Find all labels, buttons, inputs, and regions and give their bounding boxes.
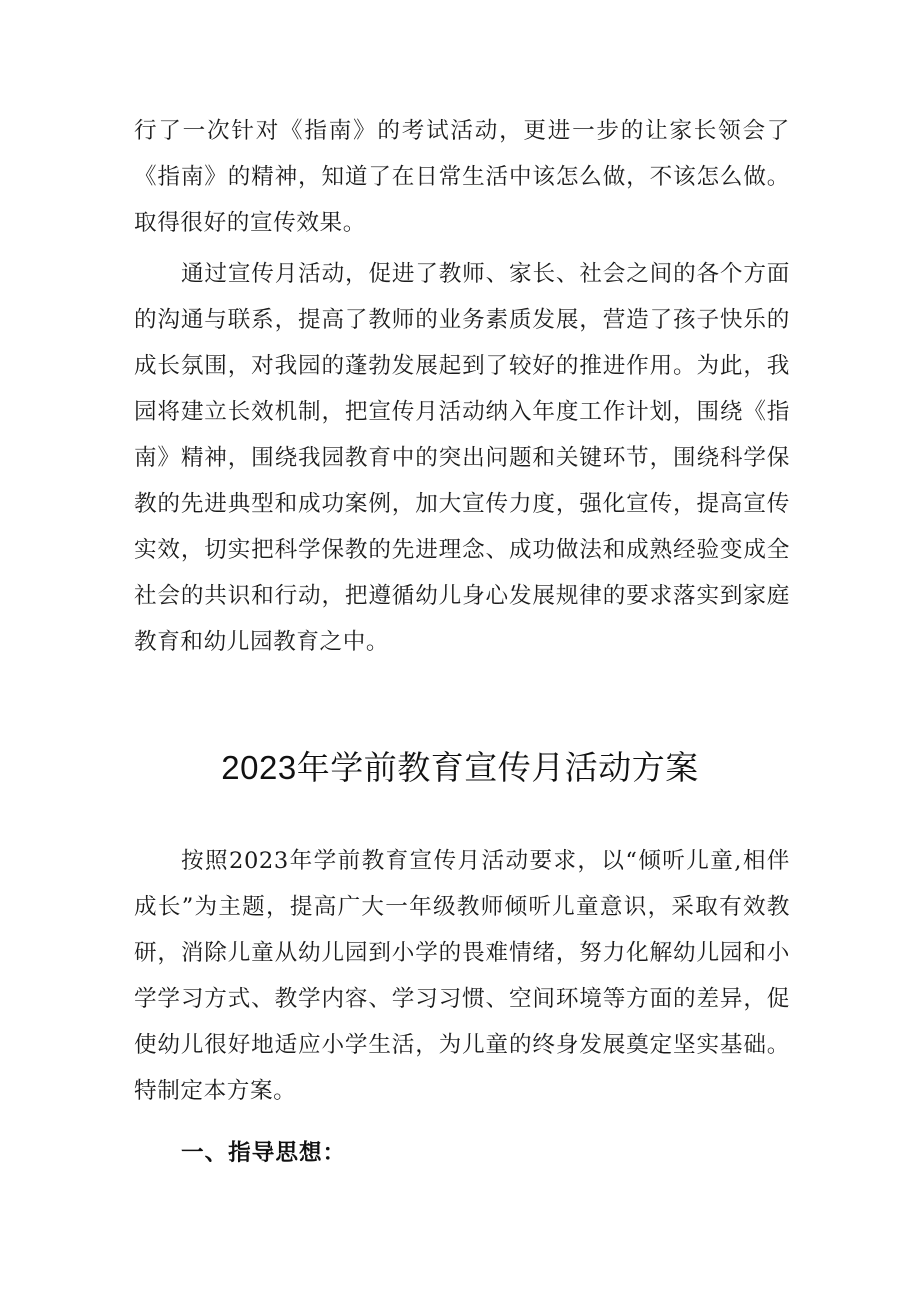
body-paragraph-summary: 通过宣传月活动，促进了教师、家长、社会之间的各个方面的沟通与联系，提高了教师的业务素质发展，营造了孩子快乐的成长氛围，对我园的蓬勃发展起到了较好的推进作用。为此，我园将建立长效机制，把宣传月活动纳入年度工作计划，围绕《指南》精神，围绕我园教育中的突出问题和关键环节，围绕科学保教的先进典型和成功案例，加大宣传力度，强化宣传，提高宣传实效，切实把科学保教的先进理念、成功做法和成熟经验变成全社会的共识和行动，把遵循幼儿身心发展规律的要求落实到家庭教育和幼儿园教育之中。 bbox=[134, 261, 790, 655]
document-title: 2023年学前教育宣传月活动方案 bbox=[221, 749, 699, 786]
body-paragraph-continued: 行了一次针对《指南》的考试活动，更进一步的让家长领会了《指南》的精神，知道了在日常生活中该怎么做，不该怎么做。取得很好的宣传效果。 bbox=[134, 118, 790, 236]
body-paragraph-intro: 按照2023年学前教育宣传月活动要求，以“倾听儿童,相伴成长”为主题，提高广大一年级教师倾听儿童意识，采取有效教研，消除儿童从幼儿园到小学的畏难情绪，努力化解幼儿园和小学学习方式、教学内容、学习习惯、空间环境等方面的差异，促使幼儿很好地适应小学生活，为儿童的终身发展奠定坚实基础。特制定本方案。 bbox=[134, 848, 790, 1104]
section-heading-guiding-ideology: 一、指导思想： bbox=[181, 1140, 347, 1166]
